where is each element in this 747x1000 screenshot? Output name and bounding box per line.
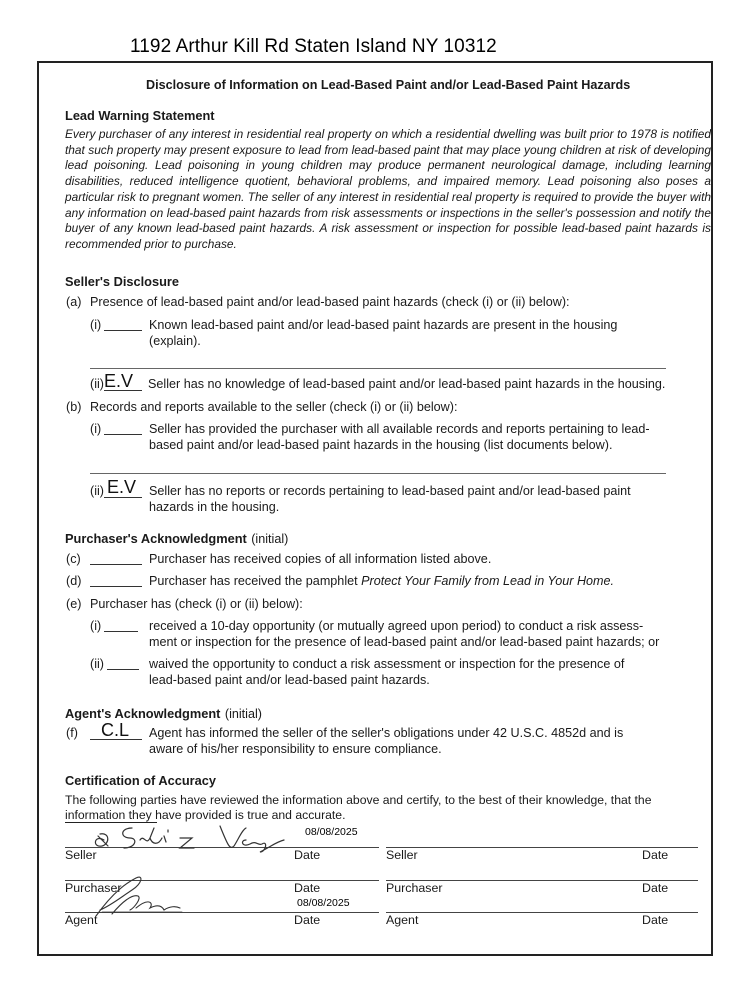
item-b-text: Records and reports available to the seller (check (i) or (ii) below): [90,400,458,414]
signature-stroke [243,840,284,852]
agent-label-2: Agent [386,913,419,927]
item-d-initial-blank[interactable] [90,586,142,587]
seller-signed-date: 08/08/2025 [305,826,358,838]
certification-text-line2: information they have provided is true and accurate. [65,808,346,822]
agent-ack-heading [65,705,262,723]
item-a-explain-line[interactable] [90,368,666,369]
form-title: Disclosure of Information on Lead-Based Paint and/or Lead-Based Paint Hazards [146,78,631,92]
signature-stroke [164,830,168,842]
item-a-ii-marker: (ii) [90,377,104,391]
purchaser-ack-heading [65,530,288,548]
item-f-initial: C.L [101,720,130,740]
item-b-ii-marker: (ii) [90,484,104,498]
item-e-text: Purchaser has (check (i) or (ii) below): [90,597,303,611]
item-e-i-marker: (i) [90,619,102,633]
certification-text-line1: The following parties have reviewed the information above and certify, to the best of their knowledge, that the [65,793,652,807]
warning-heading: Lead Warning Statement [65,108,215,123]
item-b-ii-initial: E.V [107,477,137,497]
item-b-i-initial-blank[interactable] [104,434,142,435]
item-c-initial-blank[interactable] [90,564,142,565]
agent-signed-date: 08/08/2025 [297,897,350,909]
warning-text: Every purchaser of any interest in residential real property on which a residential dwelling was built prior to 1978 is notified that such property may present exposure to lead from lead-based paint that may place young children at risk of developing lead poisoning. Lead poisoning in young children may produce permanent neurological damage, including learning disabilities, reduced intelligence quotient, behavioral problems, and impaired memory. Lead poisoning also poses a particular risk to pregnant women. The seller of any interest in residential real property is required to provide the buyer with any information on lead-based paint hazards from risk assessments or inspections in the seller's possession and notify the buyer of any known lead-based paint hazards. A risk assessment or inspection for possible lead-based paint hazards is recommended prior to purchase. [65,127,711,251]
item-e-ii-marker: (ii) [90,657,104,671]
seller-handwritten-signature [80,816,300,860]
certification-heading: Certification of Accuracy [65,773,216,788]
item-e-i-initial-blank[interactable] [104,631,138,632]
item-a-i-text-line2: (explain). [149,334,201,348]
signature-stroke [140,828,162,843]
item-b-ii-text-line1: Seller has no reports or records pertaining to lead-based paint and/or lead-based paint [149,484,631,498]
agent-ack-title: Agent's Acknowledgment [65,706,221,721]
purchaser-ack-title: Purchaser's Acknowledgment [65,531,247,546]
agent-date-label-2: Date [642,913,669,927]
purchaser-label-2: Purchaser [386,881,443,895]
purchaser-date-label-1: Date [294,881,321,895]
item-b-documents-line[interactable] [90,473,666,474]
item-a-text: Presence of lead-based paint and/or lead-based paint hazards (check (i) or (ii) below): [90,295,570,309]
item-d-text [149,574,614,588]
item-c-text: Purchaser has received copies of all information listed above. [149,552,492,566]
agent-date-label-1: Date [294,913,321,927]
signature-stroke [180,838,194,848]
item-e-i-text-line2: ment or inspection for the presence of lead-based paint and/or lead-based paint hazards; or [149,635,660,649]
item-b-i-marker: (i) [90,422,102,436]
purchaser-label-1: Purchaser [65,881,122,895]
item-f-marker: (f) [66,726,78,740]
seller-date-label-1: Date [294,848,321,862]
agent-handwritten-signature [92,872,192,920]
seller-label-2: Seller [386,848,418,862]
item-a-ii-text: Seller has no knowledge of lead-based paint and/or lead-based paint hazards in the housing. [148,377,666,391]
item-b-marker: (b) [66,400,82,414]
agent-label-1: Agent [65,913,98,927]
item-e-ii-text-line2: lead-based paint and/or lead-based paint hazards. [149,673,430,687]
agent-ack-note: (initial) [224,707,262,721]
item-e-ii-text-line1: waived the opportunity to conduct a risk assessment or inspection for the presence of [149,657,625,671]
item-f-text-line1: Agent has informed the seller of the seller's obligations under 42 U.S.C. 4852d and is [149,726,624,740]
seller-label-1: Seller [65,848,97,862]
item-a-ii-initial: E.V [104,371,134,391]
item-f-text-line2: aware of his/her responsibility to ensure compliance. [149,742,442,756]
signature-stroke [98,836,108,846]
signature-stroke [112,896,139,914]
signature-stroke [96,877,141,916]
item-a-i-marker: (i) [90,318,102,332]
purchaser-ack-note: (initial) [251,532,289,546]
item-b-ii-text-line2: hazards in the housing. [149,500,280,514]
seller-date-label-2: Date [642,848,669,862]
seller-disclosure-heading: Seller's Disclosure [65,274,180,289]
signature-stroke [136,902,180,910]
item-b-i-text-line1: Seller has provided the purchaser with all available records and reports pertaining to lead- [149,422,650,436]
item-d-pamphlet-title: Protect Your Family from Lead in Your Home. [361,574,615,588]
item-a-i-text-line1: Known lead-based paint and/or lead-based paint hazards are present in the housing [149,318,618,332]
signature-stroke [123,828,135,848]
item-e-marker: (e) [66,597,82,611]
item-e-ii-initial-blank[interactable] [107,669,139,670]
item-b-i-text-line2: based paint and/or lead-based paint hazards in the housing (list documents below). [149,438,613,452]
item-c-marker: (c) [66,552,81,566]
item-d-text-plain: Purchaser has received the pamphlet [149,574,358,588]
signature-stroke [220,826,246,847]
purchaser-date-label-2: Date [642,881,669,895]
property-address: 1192 Arthur Kill Rd Staten Island NY 10312 [130,36,497,57]
item-d-marker: (d) [66,574,82,588]
item-a-i-initial-blank[interactable] [104,330,142,331]
item-a-marker: (a) [66,295,82,309]
item-e-i-text-line1: received a 10-day opportunity (or mutually agreed upon period) to conduct a risk assess- [149,619,644,633]
